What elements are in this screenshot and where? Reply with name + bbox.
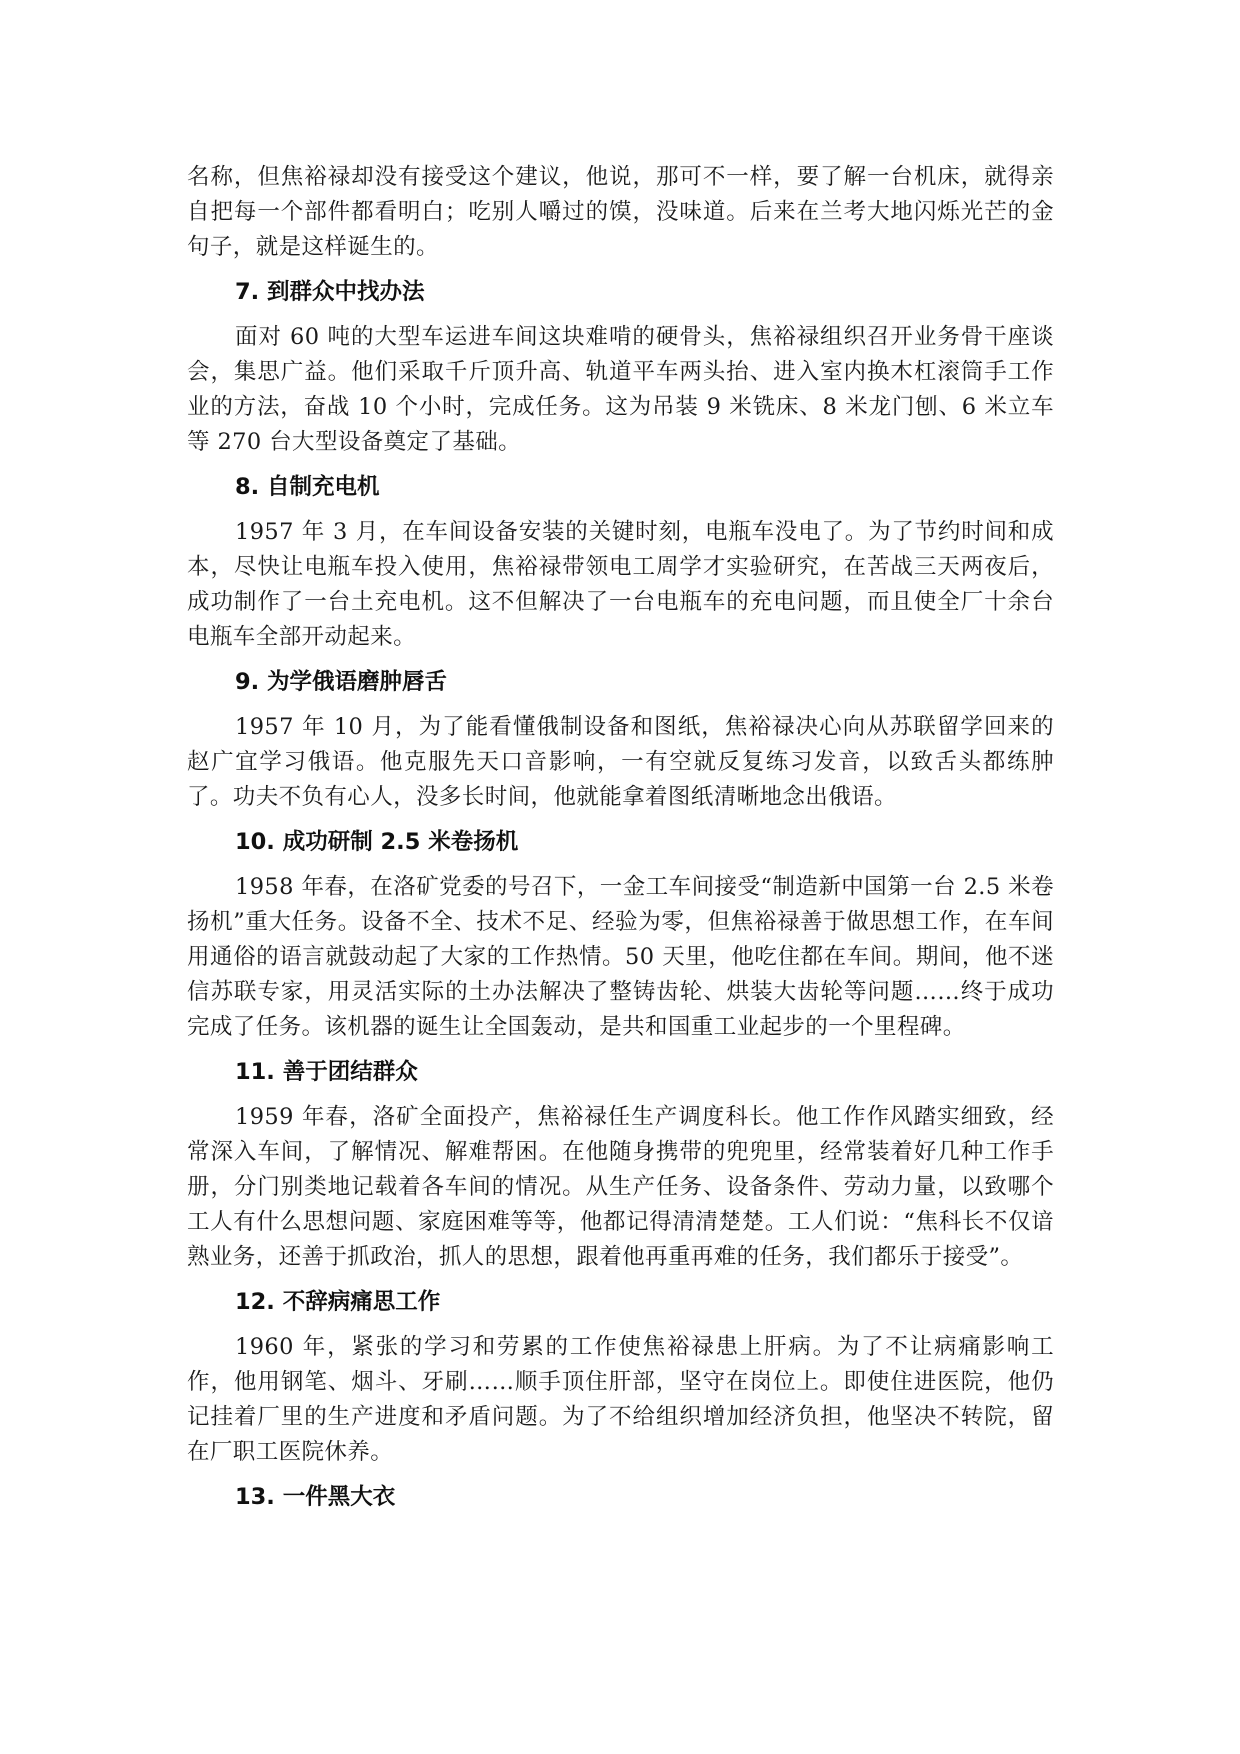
section-heading-12: 12. 不辞病痛思工作 bbox=[235, 1289, 441, 1315]
paragraph-section-12: 1960 年，紧张的学习和劳累的工作使焦裕禄患上肝病。为了不让病痛影响工作，他用钢笔、烟斗、牙刷……顺手顶住肝部，坚守在岗位上。即使住进医院，他仍记挂着厂里的生产进度和矛盾问题。为了不给组织增加经济负担，他坚决不转院，留在厂职工医院休养。 bbox=[187, 1334, 1054, 1465]
paragraph-intro: 名称，但焦裕禄却没有接受这个建议，他说，那可不一样，要了解一台机床，就得亲自把每一个部件都看明白；吃别人嚼过的馍，没味道。后来在兰考大地闪烁光芒的金句子，就是这样诞生的。 bbox=[187, 164, 1054, 260]
paragraph-section-10: 1958 年春，在洛矿党委的号召下，一金工车间接受“制造新中国第一台 2.5 米卷扬机”重大任务。设备不全、技术不足、经验为零，但焦裕禄善于做思想工作，在车间用通俗的语言就鼓动起了大家的工作热情。50 天里，他吃住都在车间。期间，他不迷信苏联专家，用灵活实际的土办法解决了整铸齿轮、烘装大齿轮等问题……终于成功完成了任务。该机器的诞生让全国轰动，是共和国重工业起步的一个里程碑。 bbox=[187, 874, 1054, 1040]
paragraph-section-11: 1959 年春，洛矿全面投产，焦裕禄任生产调度科长。他工作作风踏实细致，经常深入车间，了解情况、解难帮困。在他随身携带的兜兜里，经常装着好几种工作手册，分门别类地记载着各车间的情况。从生产任务、设备条件、劳动力量，以致哪个工人有什么思想问题、家庭困难等等，他都记得清清楚楚。工人们说：“焦科长不仅谙熟业务，还善于抓政治，抓人的思想，跟着他再重再难的任务，我们都乐于接受”。 bbox=[187, 1104, 1054, 1270]
section-heading-10: 10. 成功研制 2.5 米卷扬机 bbox=[235, 829, 519, 855]
paragraph-section-8: 1957 年 3 月，在车间设备安装的关键时刻，电瓶车没电了。为了节约时间和成本，尽快让电瓶车投入使用，焦裕禄带领电工周学才实验研究，在苦战三天两夜后，成功制作了一台土充电机。这不但解决了一台电瓶车的充电问题，而且使全厂十余台电瓶车全部开动起来。 bbox=[187, 519, 1054, 650]
paragraph-section-9: 1957 年 10 月，为了能看懂俄制设备和图纸，焦裕禄决心向从苏联留学回来的赵广宜学习俄语。他克服先天口音影响，一有空就反复练习发音，以致舌头都练肿了。功夫不负有心人，没多长时间，他就能拿着图纸清晰地念出俄语。 bbox=[187, 714, 1054, 810]
section-heading-7: 7. 到群众中找办法 bbox=[235, 279, 425, 305]
section-heading-8: 8. 自制充电机 bbox=[235, 474, 380, 500]
document-body bbox=[187, 160, 1054, 1525]
section-heading-13: 13. 一件黑大衣 bbox=[235, 1484, 396, 1510]
section-heading-11: 11. 善于团结群众 bbox=[235, 1059, 418, 1085]
paragraph-section-7: 面对 60 吨的大型车运进车间这块难啃的硬骨头，焦裕禄组织召开业务骨干座谈会，集思广益。他们采取千斤顶升高、轨道平车两头抬、进入室内换木杠滚筒手工作业的方法，奋战 10 个小时，完成任务。这为吊装 9 米铣床、8 米龙门刨、6 米立车等 270 台大型设备奠定了基础。 bbox=[187, 324, 1054, 455]
section-heading-9: 9. 为学俄语磨肿唇舌 bbox=[235, 669, 448, 695]
